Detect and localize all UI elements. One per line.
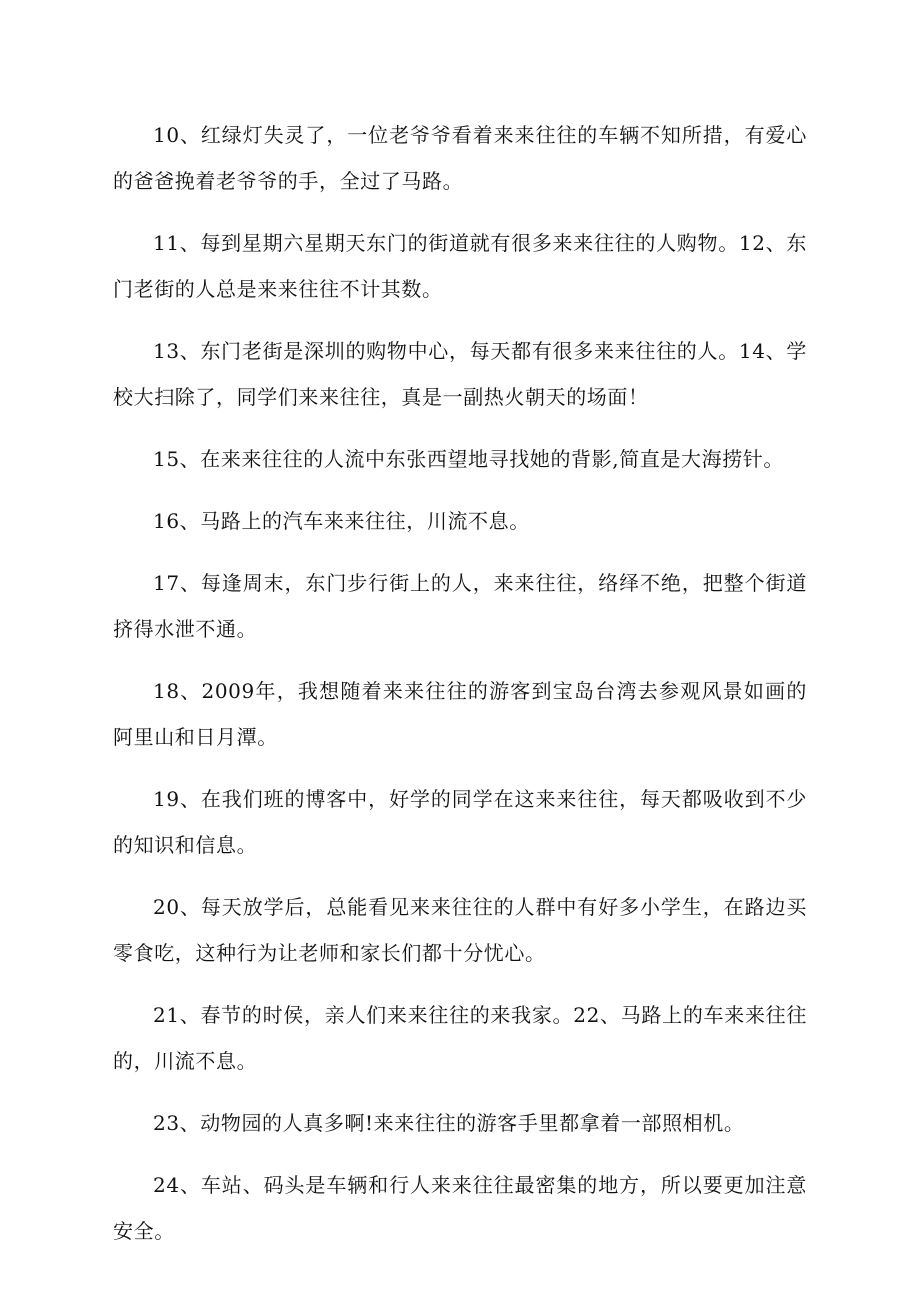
paragraph-23: 23、动物园的人真多啊!来来往往的游客手里都拿着一部照相机。 <box>153 1111 745 1135</box>
paragraph-20: 20、每天放学后，总能看见来来往往的人群中有好多小学生，在路边买零食吃，这种行为让老师和家长们都十分忧心。 <box>113 895 807 965</box>
paragraph-11-12: 11、每到星期六星期天东门的街道就有很多来来往往的人购物。12、东门老街的人总是来来往往不计其数。 <box>113 231 807 301</box>
document-page <box>113 112 807 1270</box>
paragraph-10: 10、红绿灯失灵了，一位老爷爷看着来来往往的车辆不知所措，有爱心的爸爸挽着老爷爷的手，全过了马路。 <box>113 123 807 193</box>
paragraph-13-14: 13、东门老街是深圳的购物中心，每天都有很多来来往往的人。14、学校大扫除了，同学们来来往往，真是一副热火朝天的场面！ <box>113 339 807 409</box>
paragraph-15: 15、在来来往往的人流中东张西望地寻找她的背影,简直是大海捞针。 <box>153 447 785 471</box>
paragraph-18: 18、2009年，我想随着来来往往的游客到宝岛台湾去参观风景如画的阿里山和日月潭。 <box>113 679 807 749</box>
paragraph-19: 19、在我们班的博客中，好学的同学在这来来往往，每天都吸收到不少的知识和信息。 <box>113 787 807 857</box>
paragraph-24: 24、车站、码头是车辆和行人来来往往最密集的地方，所以要更加注意安全。 <box>113 1173 807 1243</box>
paragraph-21-22: 21、春节的时侯，亲人们来来往往的来我家。22、马路上的车来来往往的，川流不息。 <box>113 1003 807 1073</box>
paragraph-16: 16、马路上的汽车来来往往，川流不息。 <box>153 509 530 533</box>
paragraph-17: 17、每逢周末，东门步行街上的人，来来往往，络绎不绝，把整个街道挤得水泄不通。 <box>113 571 807 641</box>
